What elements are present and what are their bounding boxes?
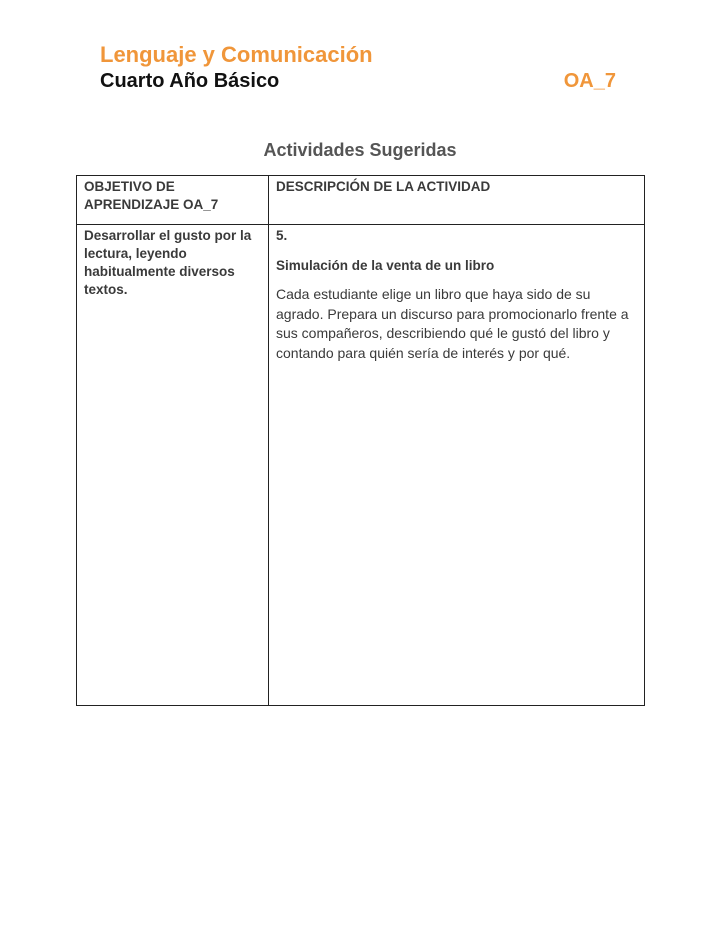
activities-table: [76, 175, 645, 706]
grade-level: Cuarto Año Básico: [100, 70, 280, 92]
activity-title: Simulación de la venta de un libro: [276, 258, 495, 273]
description-column-header: DESCRIPCIÓN DE LA ACTIVIDAD: [269, 176, 645, 225]
section-title: Actividades Sugeridas: [263, 140, 457, 160]
objective-cell: Desarrollar el gusto por la lectura, leyendo habitualmente diversos textos.: [77, 225, 269, 706]
subject-title: Lenguaje y Comunicación: [100, 42, 373, 67]
table-row: [77, 225, 645, 706]
activity-body: Cada estudiante elige un libro que haya sido de su agrado. Prepara un discurso para promocionarlo frente a sus compañeros, describiendo qué le gustó del libro y contando para quién sería de interés y por qué.: [276, 286, 629, 361]
table-header-row: [77, 176, 645, 225]
objective-column-header: OBJETIVO DE APRENDIZAJE OA_7: [77, 176, 269, 225]
description-cell: [269, 225, 645, 706]
activity-number: 5.: [276, 228, 288, 243]
grade-row: [100, 68, 620, 94]
document-header: [100, 42, 620, 94]
objective-code: OA_7: [563, 70, 616, 92]
